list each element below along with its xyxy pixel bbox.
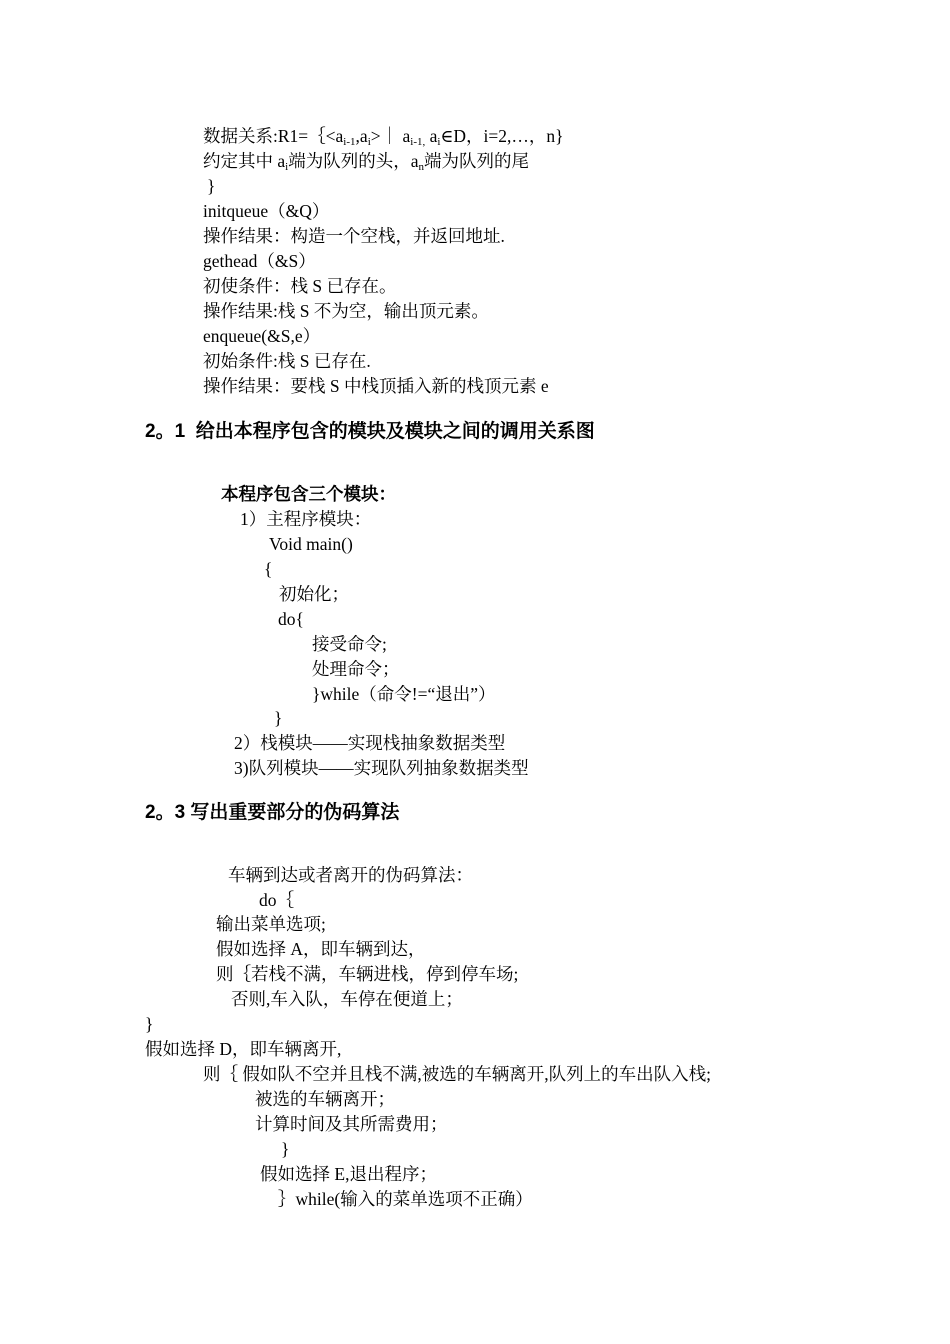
- pseudo-line: 否则,车入队，车停在便道上；: [231, 989, 463, 1009]
- pseudo-line: }: [145, 1014, 154, 1034]
- op-line: initqueue（&Q）: [203, 201, 330, 221]
- code-line: do{: [278, 609, 304, 629]
- code-line: {: [264, 559, 273, 579]
- module-line: 1）主程序模块：: [240, 509, 372, 529]
- adt-close-brace: }: [207, 176, 216, 196]
- pseudo-line: 车辆到达或者离开的伪码算法：: [228, 865, 473, 885]
- pseudo-line: 输出菜单选项;: [216, 914, 326, 934]
- module-line: 3)队列模块——实现队列抽象数据类型: [234, 758, 529, 778]
- pseudo-line: 假如选择 D，即车辆离开,: [145, 1039, 342, 1059]
- code-line: }: [274, 708, 283, 728]
- code-line: 处理命令；: [312, 659, 400, 679]
- pseudo-line: do｛: [259, 890, 294, 910]
- code-line: 初始化；: [279, 584, 349, 604]
- pseudo-line: }: [281, 1139, 290, 1159]
- pseudo-line: 被选的车辆离开；: [255, 1089, 395, 1109]
- op-line: 操作结果：构造一个空栈，并返回地址.: [203, 226, 505, 246]
- pseudo-line: ｝while(输入的菜单选项不正确）: [278, 1189, 533, 1209]
- code-line: }while（命令!=“退出”）: [312, 684, 496, 704]
- section-heading: 2。1 给出本程序包含的模块及模块之间的调用关系图: [145, 421, 595, 442]
- pseudo-line: 计算时间及其所需费用；: [255, 1114, 448, 1134]
- op-line: 操作结果:栈 S 不为空，输出顶元素。: [203, 301, 489, 321]
- module-line: 2）栈模块——实现栈抽象数据类型: [234, 733, 506, 753]
- pseudo-line: 假如选择 A，即车辆到达，: [216, 939, 426, 959]
- pseudo-line: 假如选择 E,退出程序；: [260, 1164, 437, 1184]
- op-line: enqueue(&S,e）: [203, 326, 321, 346]
- convention-line: 约定其中 $a_i$端为队列的头，$a_n$端为队列的尾: [203, 151, 529, 173]
- section-heading: 2。3 写出重要部分的伪码算法: [145, 802, 400, 823]
- pseudo-line: 则｛若栈不满，车辆进栈，停到停车场;: [216, 964, 519, 984]
- op-line: 初始条件:栈 S 已存在.: [203, 351, 371, 371]
- op-line: 操作结果：要栈 S 中栈顶插入新的栈顶元素 e: [203, 376, 549, 396]
- pseudo-line: 则｛ 假如队不空并且栈不满,被选的车辆离开,队列上的车出队入栈;: [203, 1064, 711, 1084]
- op-line: 初使条件：栈 S 已存在。: [203, 276, 397, 296]
- code-line: Void main(): [269, 534, 353, 554]
- code-line: 接受命令;: [312, 634, 387, 654]
- data-relation-line: 数据关系$:R1=\{<a_{i-1},a_i>|$ $a_{i-1,}$ $a_i\in D$，i=2,…，n}: [203, 126, 564, 148]
- op-line: gethead（&S）: [203, 251, 316, 271]
- modules-intro: 本程序包含三个模块：: [221, 484, 396, 504]
